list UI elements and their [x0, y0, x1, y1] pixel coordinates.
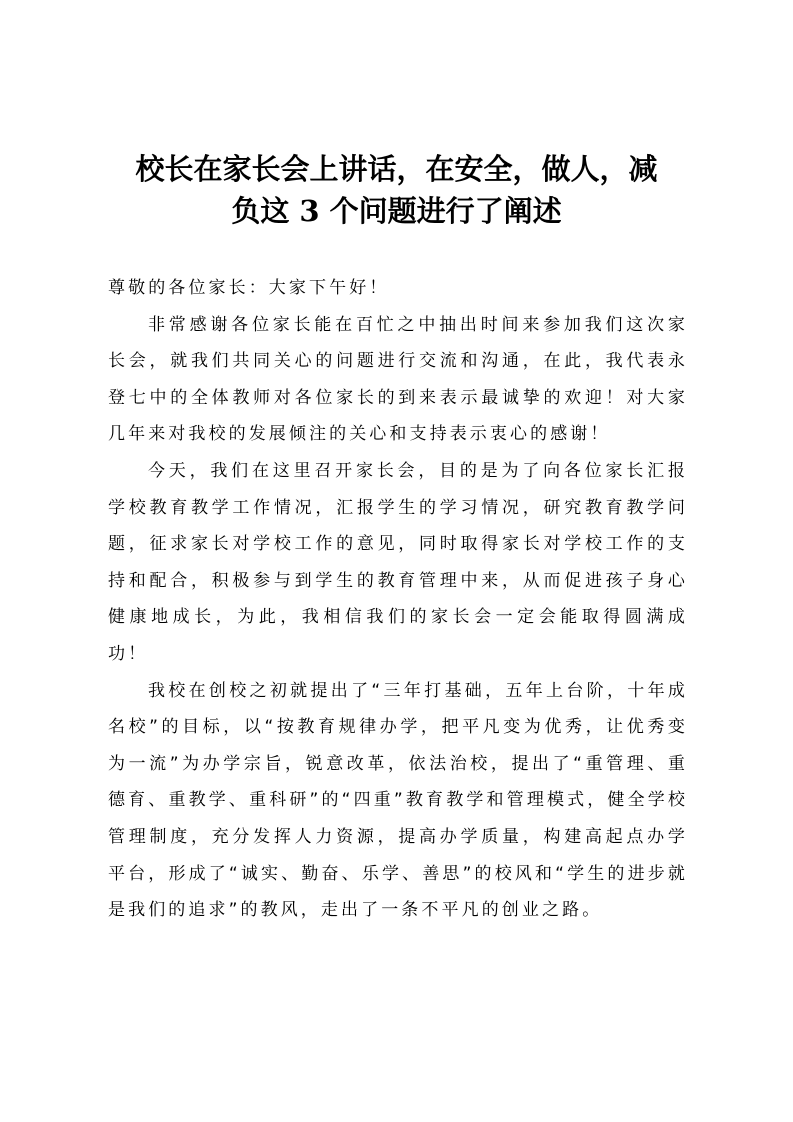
- paragraph-purpose: 今天，我们在这里召开家长会，目的是为了向各位家长汇报学校教育教学工作情况，汇报学生的学习情况，研究教育教学问题，征求家长对学校工作的意见，同时取得家长对学校工作的支持和配合，积极参与到学生的教育管理中来，从而促进孩子身心健康地成长，为此，我相信我们的家长会一定会能取得圆满成功！: [108, 460, 688, 664]
- document-body: [108, 270, 688, 929]
- title-line-2: 负这 3 个问题进行了阐述: [231, 194, 562, 228]
- paragraph-school-history: 我校在创校之初就提出了“三年打基础，五年上台阶，十年成名校”的目标，以“按教育规律办学，把平凡变为优秀，让优秀变为一流”为办学宗旨，锐意改革，依法治校，提出了“重管理、重德育、重教学、重科研”的“四重”教育教学和管理模式，健全学校管理制度，充分发挥人力资源，提高办学质量，构建高起点办学平台，形成了“诚实、勤奋、乐学、善思”的校风和“学生的进步就是我们的追求”的教风，走出了一条不平凡的创业之路。: [108, 680, 688, 921]
- document-title: [100, 148, 693, 232]
- paragraph-thanks: 非常感谢各位家长能在百忙之中抽出时间来参加我们这次家长会，就我们共同关心的问题进行交流和沟通，在此，我代表永登七中的全体教师对各位家长的到来表示最诚挚的欢迎！对大家几年来对我校的发展倾注的关心和支持表示衷心的感谢！: [108, 314, 688, 445]
- greeting-line: 尊敬的各位家长：大家下午好！: [108, 278, 390, 298]
- title-line-1: 校长在家长会上讲话，在安全，做人，减: [135, 152, 658, 186]
